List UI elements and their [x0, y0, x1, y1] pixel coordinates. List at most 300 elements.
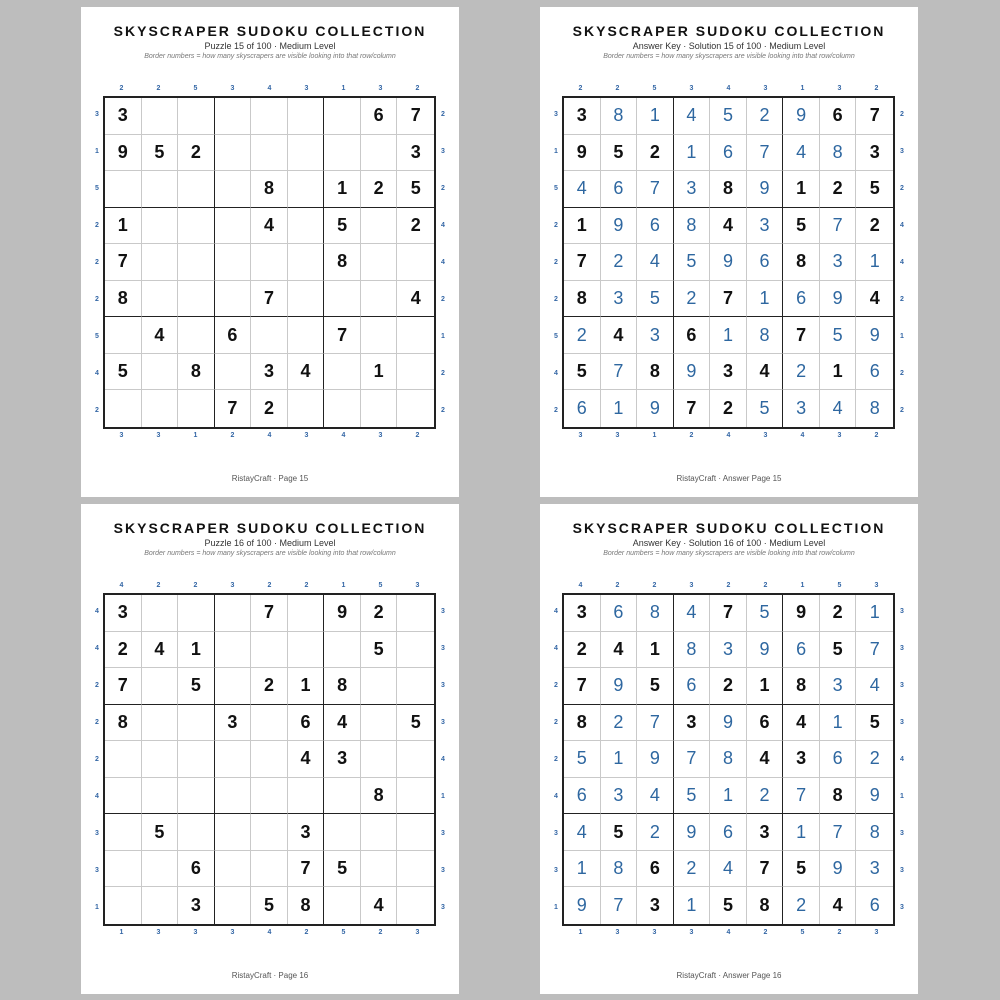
grid-cell: 3 — [324, 741, 361, 778]
grid-cell — [288, 244, 325, 281]
clue-right: 3 — [441, 867, 445, 874]
clue-bottom: 3 — [304, 432, 309, 439]
grid-cell — [397, 851, 434, 888]
grid-cell: 4 — [324, 705, 361, 742]
clue-bottom: 4 — [726, 432, 731, 439]
puzzle-page-16 — [81, 504, 459, 994]
grid-cell: 7 — [215, 390, 252, 427]
grid-cell: 7 — [856, 632, 893, 669]
clue-right: 2 — [900, 111, 904, 118]
grid-cell: 8 — [747, 887, 784, 924]
clue-left: 4 — [554, 645, 558, 652]
clue-top: 3 — [874, 582, 879, 589]
clue-bottom: 4 — [267, 929, 272, 936]
clue-bottom: 5 — [800, 929, 805, 936]
grid-cell: 1 — [637, 632, 674, 669]
grid-cell — [105, 171, 142, 208]
clue-right: 2 — [900, 185, 904, 192]
grid-cell: 6 — [215, 317, 252, 354]
clue-bottom: 3 — [615, 929, 620, 936]
grid-cell: 1 — [601, 741, 638, 778]
grid-cell: 8 — [324, 244, 361, 281]
clue-left: 4 — [95, 370, 99, 377]
clue-right: 1 — [900, 793, 904, 800]
clue-top: 4 — [578, 582, 583, 589]
grid-cell: 4 — [710, 851, 747, 888]
clue-top: 2 — [415, 85, 420, 92]
grid-cell: 7 — [397, 98, 434, 135]
grid-cell — [178, 244, 215, 281]
grid-cell: 9 — [674, 814, 711, 851]
clue-right: 3 — [441, 719, 445, 726]
clue-left: 3 — [95, 111, 99, 118]
grid-cell: 5 — [564, 354, 601, 391]
clue-left: 5 — [95, 185, 99, 192]
grid-cell — [215, 741, 252, 778]
grid-cell — [215, 244, 252, 281]
grid-cell: 9 — [674, 354, 711, 391]
grid-cell — [324, 281, 361, 318]
grid-cell: 2 — [361, 171, 398, 208]
grid-cell: 2 — [710, 390, 747, 427]
grid-cell: 4 — [288, 354, 325, 391]
grid-cell: 4 — [820, 887, 857, 924]
clue-right: 3 — [900, 867, 904, 874]
grid-cell — [142, 595, 179, 632]
grid-cell — [215, 814, 252, 851]
clue-top: 3 — [763, 85, 768, 92]
grid-cell: 6 — [710, 135, 747, 172]
grid-cell — [288, 390, 325, 427]
clue-bottom: 5 — [341, 929, 346, 936]
clue-bottom: 3 — [837, 432, 842, 439]
clue-right: 3 — [900, 830, 904, 837]
grid-cell — [105, 887, 142, 924]
clue-left: 2 — [95, 222, 99, 229]
clue-right: 2 — [900, 296, 904, 303]
clue-top: 3 — [415, 582, 420, 589]
clue-left: 4 — [95, 608, 99, 615]
clue-right: 3 — [900, 719, 904, 726]
grid-cell — [215, 851, 252, 888]
page-footer: RistayCraft · Page 16 — [231, 971, 309, 980]
grid-cell: 4 — [251, 208, 288, 245]
grid-cell: 9 — [637, 741, 674, 778]
clue-right: 3 — [441, 645, 445, 652]
grid-cell: 7 — [601, 887, 638, 924]
grid-cell: 7 — [105, 244, 142, 281]
grid-cell: 8 — [783, 244, 820, 281]
grid-cell: 6 — [710, 814, 747, 851]
sudoku-grid — [562, 593, 895, 926]
grid-cell: 1 — [783, 814, 820, 851]
clue-top: 4 — [119, 582, 124, 589]
grid-cell: 8 — [105, 705, 142, 742]
grid-cell: 2 — [564, 317, 601, 354]
grid-cell: 1 — [783, 171, 820, 208]
clue-bottom: 3 — [156, 432, 161, 439]
grid-cell: 2 — [637, 135, 674, 172]
grid-cell: 4 — [747, 741, 784, 778]
grid-cell: 8 — [564, 705, 601, 742]
grid-cell: 6 — [747, 244, 784, 281]
grid-cell — [361, 668, 398, 705]
clue-right: 3 — [900, 645, 904, 652]
clue-right: 3 — [900, 682, 904, 689]
clue-top: 3 — [837, 85, 842, 92]
grid-cell — [215, 632, 252, 669]
grid-cell — [288, 281, 325, 318]
grid-cell: 5 — [783, 851, 820, 888]
grid-cell — [105, 814, 142, 851]
clue-bottom: 3 — [193, 929, 198, 936]
grid-cell: 4 — [564, 814, 601, 851]
grid-cell: 1 — [856, 595, 893, 632]
grid-cell: 1 — [564, 851, 601, 888]
clue-left: 2 — [554, 756, 558, 763]
grid-cell: 5 — [324, 208, 361, 245]
grid-cell: 7 — [637, 705, 674, 742]
grid-cell — [142, 281, 179, 318]
clue-bottom: 3 — [378, 432, 383, 439]
grid-cell: 2 — [747, 778, 784, 815]
grid-cell — [324, 354, 361, 391]
clue-top: 2 — [615, 582, 620, 589]
grid-cell: 6 — [601, 595, 638, 632]
grid-cell: 3 — [105, 98, 142, 135]
grid-cell — [397, 887, 434, 924]
grid-cell: 7 — [564, 244, 601, 281]
grid-cell: 1 — [105, 208, 142, 245]
grid-cell: 8 — [674, 208, 711, 245]
grid-cell: 8 — [637, 354, 674, 391]
clue-bottom: 1 — [119, 929, 124, 936]
grid-cell: 5 — [747, 390, 784, 427]
grid-cell: 1 — [564, 208, 601, 245]
clue-left: 2 — [554, 222, 558, 229]
clue-bottom: 2 — [837, 929, 842, 936]
grid-cell — [397, 741, 434, 778]
grid-cell — [142, 244, 179, 281]
grid-cell: 7 — [747, 135, 784, 172]
grid-cell — [251, 705, 288, 742]
grid-cell: 7 — [820, 814, 857, 851]
grid-cell — [361, 851, 398, 888]
grid-cell — [178, 814, 215, 851]
grid-cell: 4 — [601, 632, 638, 669]
grid-cell: 4 — [856, 281, 893, 318]
grid-cell: 3 — [178, 887, 215, 924]
clue-right: 2 — [900, 370, 904, 377]
grid-cell: 5 — [710, 98, 747, 135]
clue-top: 1 — [341, 582, 346, 589]
grid-cell: 7 — [674, 390, 711, 427]
clue-left: 4 — [554, 793, 558, 800]
grid-cell: 1 — [674, 887, 711, 924]
clue-right: 2 — [441, 185, 445, 192]
grid-cell: 3 — [288, 814, 325, 851]
grid-cell: 1 — [820, 705, 857, 742]
grid-cell — [361, 208, 398, 245]
clue-right: 3 — [900, 608, 904, 615]
clue-bottom: 4 — [267, 432, 272, 439]
grid-cell — [215, 171, 252, 208]
grid-cell: 5 — [397, 171, 434, 208]
grid-cell: 5 — [674, 244, 711, 281]
grid-cell: 8 — [674, 632, 711, 669]
clue-left: 2 — [554, 407, 558, 414]
clue-right: 1 — [900, 333, 904, 340]
puzzle-page-15 — [81, 7, 459, 497]
grid-cell: 9 — [710, 244, 747, 281]
grid-cell: 2 — [856, 741, 893, 778]
grid-cell: 8 — [564, 281, 601, 318]
grid-cell — [142, 741, 179, 778]
clue-top: 5 — [378, 582, 383, 589]
page-title: SKYSCRAPER SUDOKU COLLECTION — [572, 23, 886, 39]
grid-cell — [105, 741, 142, 778]
grid-cell — [251, 851, 288, 888]
grid-cell — [142, 778, 179, 815]
clue-left: 5 — [95, 333, 99, 340]
grid-cell — [105, 390, 142, 427]
grid-cell — [142, 390, 179, 427]
grid-cell — [324, 632, 361, 669]
clue-bottom: 1 — [193, 432, 198, 439]
page-note: Border numbers = how many skyscrapers are visible looking into that row/column — [603, 550, 855, 557]
page-title: SKYSCRAPER SUDOKU COLLECTION — [113, 520, 427, 536]
page-footer: RistayCraft · Answer Page 16 — [676, 971, 782, 980]
grid-cell: 9 — [601, 668, 638, 705]
clue-bottom: 2 — [304, 929, 309, 936]
clue-left: 1 — [554, 904, 558, 911]
clue-bottom: 4 — [341, 432, 346, 439]
grid-cell: 7 — [710, 281, 747, 318]
grid-cell: 3 — [747, 208, 784, 245]
grid-cell: 4 — [820, 390, 857, 427]
grid-cell — [251, 778, 288, 815]
page-note: Border numbers = how many skyscrapers are visible looking into that row/column — [144, 53, 396, 60]
grid-cell: 3 — [105, 595, 142, 632]
clue-right: 4 — [900, 259, 904, 266]
grid-cell — [288, 171, 325, 208]
grid-cell — [397, 390, 434, 427]
clue-bottom: 3 — [652, 929, 657, 936]
grid-cell: 1 — [710, 778, 747, 815]
clue-left: 2 — [95, 682, 99, 689]
grid-cell — [288, 208, 325, 245]
grid-cell: 7 — [856, 98, 893, 135]
grid-cell — [178, 171, 215, 208]
grid-cell — [324, 814, 361, 851]
grid-cell: 8 — [251, 171, 288, 208]
clue-top: 2 — [156, 582, 161, 589]
grid-cell: 3 — [397, 135, 434, 172]
grid-cell — [361, 390, 398, 427]
grid-cell — [215, 668, 252, 705]
grid-cell: 6 — [564, 390, 601, 427]
clue-left: 3 — [554, 830, 558, 837]
grid-cell: 6 — [288, 705, 325, 742]
page-subtitle: Answer Key · Solution 15 of 100 · Medium Level — [632, 41, 826, 51]
clue-left: 4 — [554, 370, 558, 377]
grid-cell: 7 — [251, 281, 288, 318]
page-subtitle: Puzzle 15 of 100 · Medium Level — [204, 41, 336, 51]
clue-left: 3 — [554, 867, 558, 874]
grid-cell: 1 — [324, 171, 361, 208]
grid-cell: 2 — [105, 632, 142, 669]
grid-cell: 2 — [251, 668, 288, 705]
grid-cell: 2 — [820, 595, 857, 632]
clue-left: 3 — [554, 111, 558, 118]
grid-cell — [142, 171, 179, 208]
clue-left: 3 — [95, 830, 99, 837]
grid-cell: 3 — [637, 887, 674, 924]
grid-cell — [178, 705, 215, 742]
grid-cell — [105, 851, 142, 888]
grid-cell: 3 — [601, 281, 638, 318]
grid-cell — [251, 244, 288, 281]
grid-cell: 8 — [710, 741, 747, 778]
grid-cell: 3 — [856, 135, 893, 172]
grid-cell: 4 — [361, 887, 398, 924]
grid-cell: 6 — [783, 632, 820, 669]
grid-cell: 1 — [178, 632, 215, 669]
grid-cell: 2 — [783, 354, 820, 391]
grid-cell: 9 — [820, 851, 857, 888]
grid-cell: 8 — [820, 135, 857, 172]
grid-cell: 3 — [564, 595, 601, 632]
grid-cell: 5 — [324, 851, 361, 888]
grid-cell: 5 — [178, 668, 215, 705]
grid-cell — [288, 317, 325, 354]
page-note: Border numbers = how many skyscrapers are visible looking into that row/column — [144, 550, 396, 557]
grid-cell: 2 — [637, 814, 674, 851]
grid-cell: 2 — [601, 705, 638, 742]
grid-cell: 3 — [783, 390, 820, 427]
grid-cell — [324, 390, 361, 427]
grid-cell: 3 — [674, 171, 711, 208]
clue-right: 3 — [441, 682, 445, 689]
clue-bottom: 3 — [763, 432, 768, 439]
grid-cell — [142, 705, 179, 742]
clue-right: 4 — [441, 756, 445, 763]
grid-cell — [288, 98, 325, 135]
grid-cell: 7 — [674, 741, 711, 778]
grid-cell: 1 — [361, 354, 398, 391]
grid-cell — [251, 317, 288, 354]
grid-cell: 6 — [637, 851, 674, 888]
grid-cell: 5 — [820, 632, 857, 669]
clue-right: 4 — [441, 259, 445, 266]
grid-cell — [251, 98, 288, 135]
grid-cell: 4 — [637, 244, 674, 281]
grid-cell: 2 — [361, 595, 398, 632]
grid-cell: 7 — [637, 171, 674, 208]
grid-cell: 6 — [820, 741, 857, 778]
grid-cell: 1 — [710, 317, 747, 354]
clue-left: 2 — [554, 682, 558, 689]
grid-cell: 2 — [674, 281, 711, 318]
grid-cell: 7 — [747, 851, 784, 888]
clue-bottom: 2 — [378, 929, 383, 936]
clue-left: 5 — [554, 185, 558, 192]
clue-right: 3 — [900, 904, 904, 911]
grid-cell: 2 — [747, 98, 784, 135]
grid-cell — [178, 317, 215, 354]
clue-top: 5 — [837, 582, 842, 589]
grid-cell — [251, 814, 288, 851]
clue-top: 2 — [874, 85, 879, 92]
grid-cell: 5 — [361, 632, 398, 669]
clue-top: 4 — [267, 85, 272, 92]
grid-cell — [288, 135, 325, 172]
grid-cell — [361, 317, 398, 354]
grid-cell: 6 — [747, 705, 784, 742]
grid-cell: 8 — [601, 98, 638, 135]
clue-bottom: 3 — [615, 432, 620, 439]
grid-cell — [397, 354, 434, 391]
clue-right: 2 — [441, 111, 445, 118]
grid-cell: 5 — [251, 887, 288, 924]
grid-cell: 6 — [637, 208, 674, 245]
clue-right: 3 — [441, 830, 445, 837]
clue-left: 2 — [95, 407, 99, 414]
grid-cell — [288, 778, 325, 815]
grid-cell: 3 — [820, 244, 857, 281]
grid-cell: 5 — [601, 135, 638, 172]
clue-right: 4 — [900, 756, 904, 763]
grid-cell: 9 — [564, 135, 601, 172]
grid-cell — [397, 632, 434, 669]
clue-bottom: 1 — [578, 929, 583, 936]
grid-cell — [215, 281, 252, 318]
clue-right: 3 — [441, 148, 445, 155]
grid-cell: 7 — [601, 354, 638, 391]
grid-cell: 6 — [783, 281, 820, 318]
grid-cell: 8 — [820, 778, 857, 815]
answer-page-16 — [540, 504, 918, 994]
clue-left: 5 — [554, 333, 558, 340]
clue-top: 2 — [193, 582, 198, 589]
clue-top: 2 — [304, 582, 309, 589]
clue-bottom: 4 — [726, 929, 731, 936]
grid-cell: 5 — [747, 595, 784, 632]
grid-cell: 5 — [856, 705, 893, 742]
grid-cell: 5 — [601, 814, 638, 851]
grid-cell: 9 — [637, 390, 674, 427]
grid-cell — [178, 98, 215, 135]
clue-top: 2 — [119, 85, 124, 92]
clue-top: 2 — [578, 85, 583, 92]
clue-bottom: 3 — [156, 929, 161, 936]
page-subtitle: Answer Key · Solution 16 of 100 · Medium Level — [632, 538, 826, 548]
grid-cell: 2 — [178, 135, 215, 172]
grid-cell — [178, 741, 215, 778]
clue-right: 3 — [441, 904, 445, 911]
grid-cell: 9 — [105, 135, 142, 172]
grid-cell: 1 — [288, 668, 325, 705]
grid-cell: 6 — [601, 171, 638, 208]
grid-cell: 8 — [361, 778, 398, 815]
grid-cell: 4 — [674, 98, 711, 135]
grid-cell — [361, 281, 398, 318]
grid-cell: 4 — [856, 668, 893, 705]
grid-cell: 5 — [856, 171, 893, 208]
grid-cell: 9 — [856, 778, 893, 815]
grid-cell: 9 — [783, 98, 820, 135]
clue-top: 4 — [726, 85, 731, 92]
